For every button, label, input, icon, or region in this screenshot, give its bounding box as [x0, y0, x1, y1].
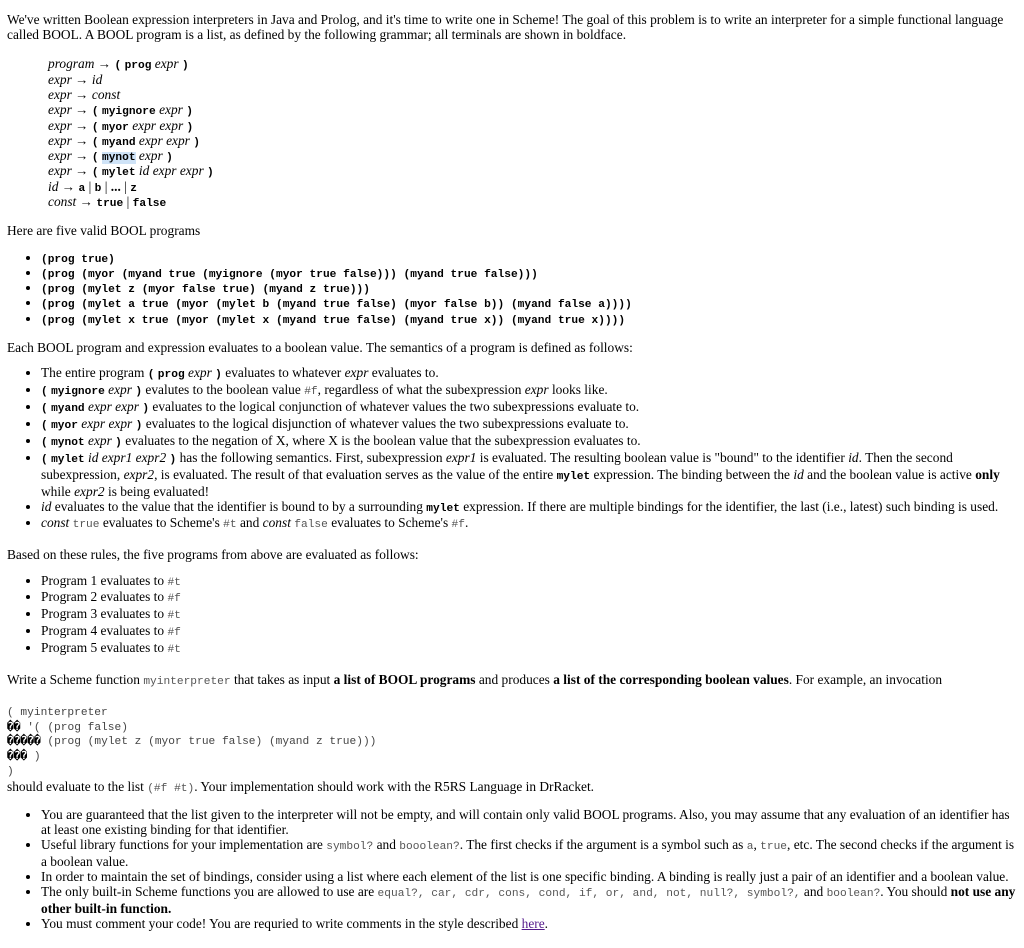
results-list: [7, 574, 1017, 659]
notes-list: [7, 808, 1017, 931]
note-item: • Useful library functions for your implementation are symbol? and booolean?. The first checks if the argument is a symbol such as a, true, etc. The second checks if the argument is a boolean value.: [41, 838, 1017, 870]
grammar-rule-mynot: expr → ( mynot expr ): [48, 148, 173, 165]
grammar-rule-id: id → a | b | ... | z: [48, 178, 137, 195]
semantics-item: • ( myor expr expr ) evaluates to the logical disjunction of whatever values the two subexpressions evaluate to.: [41, 417, 1017, 434]
program-item: • (prog true): [41, 250, 1017, 265]
semantics-item: • const true evaluates to Scheme's #t and const false evaluates to Scheme's #f.: [41, 516, 1017, 533]
example-code-block: ( myinterpreter �� '( (prog false) ����� (prog (mylet z (myor true false) (myand z true))) ��� ) ): [7, 707, 377, 778]
grammar-rule-expr-const: expr → const: [48, 87, 121, 102]
program-item: • (prog (mylet z (myor false true) (myand z true))): [41, 280, 1017, 295]
semantics-item: • ( mynot expr ) evaluates to the negation of X, where X is the boolean value that the subexpression evaluates to.: [41, 434, 1017, 451]
results-heading: Based on these rules, the five programs from above are evaluated as follows:: [7, 547, 419, 563]
grammar-block: [48, 56, 1017, 209]
program-item: • (prog (myor (myand true (myignore (myor true false))) (myand true false))): [41, 265, 1017, 280]
semantics-item: • id evaluates to the value that the identifier is bound to by a surrounding mylet expression. If there are multiple bindings for the identifier, the last (i.e., latest) such binding is used.: [41, 500, 1017, 517]
result-item: • Program 4 evaluates to #f: [41, 624, 1017, 641]
grammar-rule-myand: expr → ( myand expr expr ): [48, 132, 200, 149]
intro-paragraph: We've written Boolean expression interpreters in Java and Prolog, and it's time to write one in Scheme! The goal of this problem is to write an interpreter for a simple functional language called BOOL. A BOOL program is a list, as defined by the following grammar; all terminals are shown in boldface.: [7, 12, 1004, 43]
note-item: • In order to maintain the set of bindings, consider using a list where each element of the list is one specific binding. A binding is really just a pair of an identifier and a boolean value.: [41, 870, 1017, 885]
note-item: • The only built-in Scheme functions you are allowed to use are equal?, car, cdr, cons, cond, if, or, and, not, null?, symbol?, and boolean?. You should not use any other built-in function.: [41, 885, 1017, 917]
valid-programs-heading: Here are five valid BOOL programs: [7, 223, 201, 239]
evaluation-line: should evaluate to the list (#f #t). Your implementation should work with the R5RS Language in DrRacket.: [7, 779, 595, 796]
semantics-heading: Each BOOL program and expression evaluates to a boolean value. The semantics of a program is defined as follows:: [7, 340, 633, 356]
comment-style-link[interactable]: here: [521, 915, 545, 931]
result-item: • Program 1 evaluates to #t: [41, 574, 1017, 591]
note-item: • You are guaranteed that the list given to the interpreter will not be empty, and will contain only valid BOOL programs. Also, you may assume that any evaluation of an identifier has at least one existing binding for that identifier.: [41, 808, 1017, 838]
result-item: • Program 3 evaluates to #t: [41, 607, 1017, 624]
result-item: • Program 5 evaluates to #t: [41, 641, 1017, 658]
semantics-item: • ( myand expr expr ) evaluates to the logical conjunction of whatever values the two subexpressions evaluate to.: [41, 400, 1017, 417]
semantics-item: • The entire program ( prog expr ) evaluates to whatever expr evaluates to.: [41, 366, 1017, 383]
grammar-rule-program: program → ( prog expr ): [48, 56, 189, 73]
grammar-rule-myignore: expr → ( myignore expr ): [48, 102, 193, 119]
note-item: • You must comment your code! You are requried to write comments in the style described here.: [41, 917, 1017, 932]
task-paragraph: Write a Scheme function myinterpreter that takes as input a list of BOOL programs and produces a list of the corresponding boolean values. For example, an invocation: [7, 672, 943, 689]
grammar-rule-myor: expr → ( myor expr expr ): [48, 117, 194, 134]
grammar-rule-const: const → true | false: [48, 194, 167, 211]
program-item: • (prog (mylet a true (myor (mylet b (myand true false) (myor false b)) (myand false a)))): [41, 295, 1017, 310]
selected-text-highlight: mynot: [101, 152, 136, 165]
semantics-item: • ( mylet id expr1 expr2 ) has the following semantics. First, subexpression expr1 is evaluated. The resulting boolean value is "bound" to the identifier id. Then the second subexpression, expr2, is evaluated. The result of that evaluation serves as the value of the entire mylet expression. The binding between the id and the boolean value is active only while expr2 is being evaluated!: [41, 451, 1017, 500]
semantics-list: [7, 366, 1017, 533]
grammar-rule-mylet: expr → ( mylet id expr expr ): [48, 163, 214, 180]
grammar-rule-expr-id: expr → id: [48, 71, 103, 87]
program-item: • (prog (mylet x true (myor (mylet x (myand true false) (myand true x)) (myand true x)))): [41, 311, 1017, 326]
programs-list: [7, 250, 1017, 326]
result-item: • Program 2 evaluates to #f: [41, 590, 1017, 607]
semantics-item: • ( myignore expr ) evalutes to the boolean value #f, regardless of what the subexpression expr looks like.: [41, 383, 1017, 400]
